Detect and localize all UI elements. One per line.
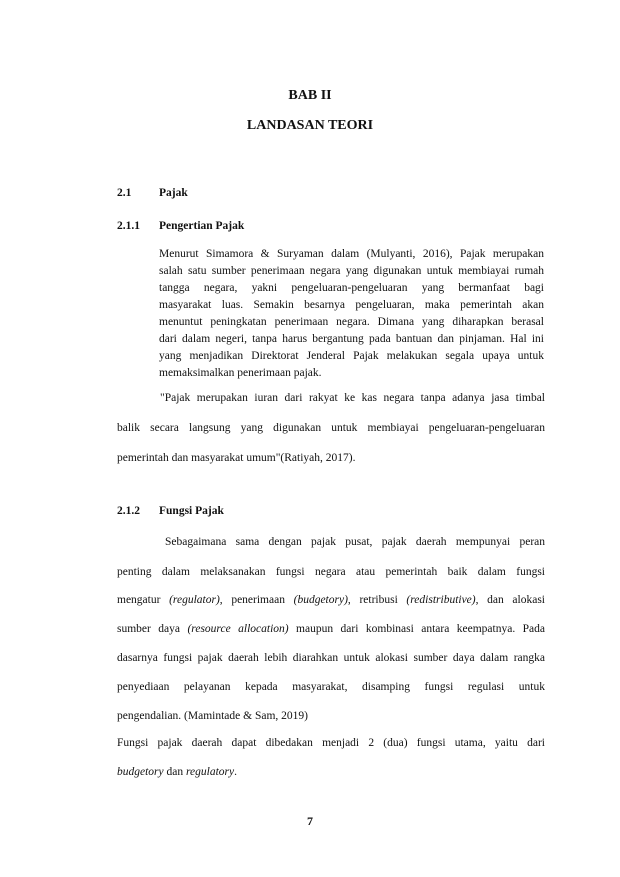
italic-term: (resource allocation)	[187, 623, 289, 635]
text-run: mengatur	[117, 594, 170, 606]
text-run: , retribusi	[347, 594, 407, 606]
paragraph-line: Menurut Simamora & Suryaman dalam (Mulyanti, 2016), Pajak merupakan	[159, 248, 544, 260]
paragraph-line: "Pajak merupakan iuran dari rakyat ke kas negara tanpa adanya jasa timbal	[160, 392, 545, 404]
section-number: 2.1.1	[117, 220, 140, 232]
paragraph-line: balik secara langsung yang digunakan untuk membiayai pengeluaran-pengeluaran	[117, 422, 545, 434]
text-run: , penerimaan	[219, 594, 294, 606]
paragraph-line: memaksimalkan penerimaan pajak.	[159, 367, 322, 379]
paragraph-line: salah satu sumber penerimaan negara yang digunakan untuk membiayai rumah	[159, 265, 544, 277]
paragraph-line: pemerintah dan masyarakat umum"(Ratiyah, 2017).	[117, 452, 356, 464]
text-run: maupun dari kombinasi antara keempatnya. Pada	[288, 623, 546, 635]
page-number: 7	[307, 814, 313, 828]
paragraph-line: tangga negara, yakni pengeluaran-pengeluaran yang bermanfaat bagi	[159, 282, 544, 294]
section-number: 2.1	[117, 187, 132, 199]
paragraph-line: penting dalam melaksanakan fungsi negara atau pemerintah baik dalam fungsi	[117, 566, 545, 578]
paragraph-line: dari dalam negeri, tanpa harus bergantung pada bantuan dan pinjaman. Hal ini	[159, 333, 544, 345]
italic-term: (regulator)	[169, 594, 220, 606]
section-title: Fungsi Pajak	[159, 505, 224, 517]
paragraph-line	[117, 622, 545, 636]
section-title: Pajak	[159, 187, 188, 199]
paragraph-line: penyediaan pelayanan kepada masyarakat, disamping fungsi regulasi untuk	[117, 681, 545, 693]
paragraph-line: Sebagaimana sama dengan pajak pusat, pajak daerah mempunyai peran	[165, 536, 545, 548]
paragraph-line	[117, 593, 545, 607]
section-title: Pengertian Pajak	[159, 220, 245, 232]
text-run: .	[234, 766, 237, 778]
italic-term: budgetory	[117, 766, 164, 778]
paragraph-line: masyarakat luas. Semakin besarnya pengeluaran, maka pemerintah akan	[159, 299, 544, 311]
text-run: sumber daya	[117, 623, 188, 635]
chapter-title: LANDASAN TEORI	[246, 118, 374, 133]
paragraph-line: yang menjadikan Direktorat Jenderal Pajak melakukan segala upaya untuk	[159, 350, 544, 362]
chapter-label: BAB II	[288, 88, 332, 103]
italic-term: (redistributive)	[406, 594, 476, 606]
paragraph-line: pengendalian. (Mamintade & Sam, 2019)	[117, 710, 308, 722]
paragraph-line: Fungsi pajak daerah dapat dibedakan menjadi 2 (dua) fungsi utama, yaitu dari	[117, 737, 545, 749]
italic-term: regulatory	[186, 766, 235, 778]
paragraph-line	[117, 765, 545, 779]
italic-term: (budgetory)	[293, 594, 348, 606]
paragraph-line: menuntut peningkatan penerimaan negara. Dimana yang diharapkan berasal	[159, 316, 544, 328]
section-number: 2.1.2	[117, 505, 140, 517]
text-run: dan	[163, 766, 186, 778]
paragraph-line: dasarnya fungsi pajak daerah lebih diarahkan untuk alokasi sumber daya dalam rangka	[117, 652, 545, 664]
text-run: , dan alokasi	[475, 594, 545, 606]
